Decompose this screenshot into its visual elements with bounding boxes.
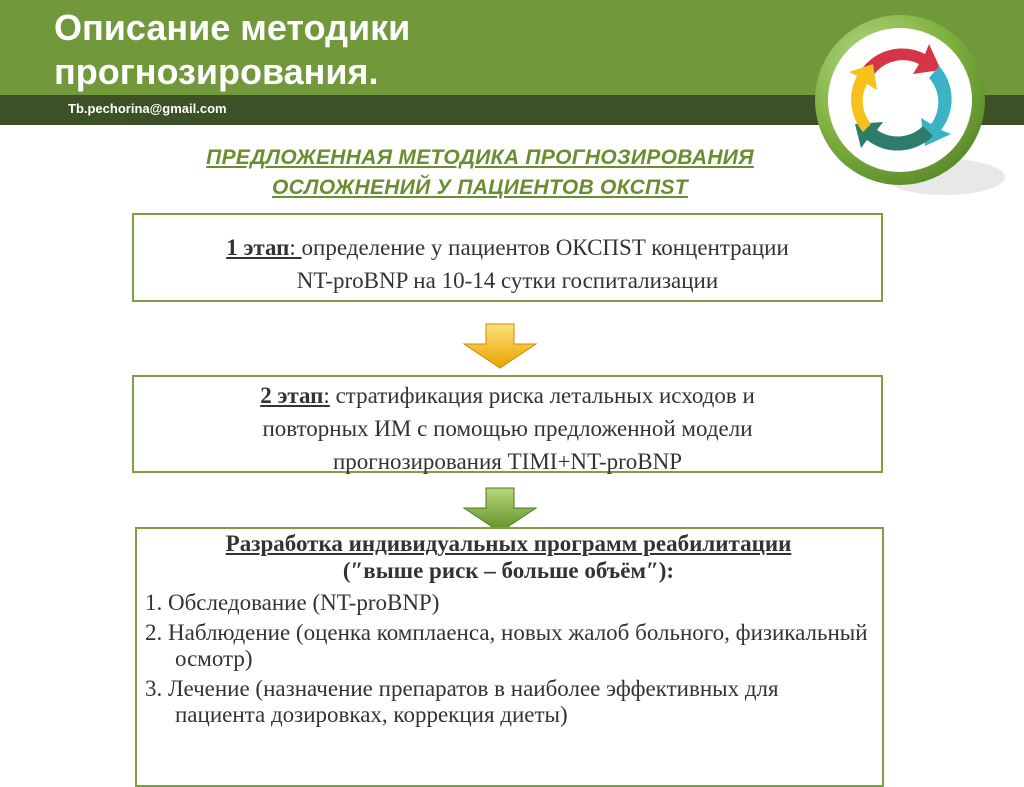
- stage-2-text-line-1: стратификация риска летальных исходов и: [329, 383, 755, 408]
- rehab-program-title: [145, 530, 872, 584]
- list-item: 3. Лечение (назначение препаратов в наиболее эффективных для пациента дозировках, коррекция диеты): [145, 676, 779, 727]
- stage-1-box: [132, 213, 883, 302]
- author-email: Tb.pechorina@gmail.com: [68, 101, 227, 116]
- down-arrow-yellow-icon: [462, 322, 538, 370]
- rehab-program-title-line-2: (″выше риск – больше объём″):: [342, 558, 675, 583]
- method-subtitle: ПРЕДЛОЖЕННАЯ МЕТОДИКА ПРОГНОЗИРОВАНИЯ ОСЛОЖНЕНИЙ У ПАЦИЕНТОВ ОКСПST: [206, 146, 754, 199]
- list-item: 2. Наблюдение (оценка комплаенса, новых жалоб больного, физикальный осмотр): [145, 620, 868, 671]
- stage-1-text-line-2: NT-proBNP на 10-14 сутки госпитализации: [296, 268, 719, 293]
- list-item: 1. Обследование (NT-proBNP): [145, 590, 440, 615]
- rehab-program-title-line-1: Разработка индивидуальных программ реабилитации: [225, 531, 792, 556]
- stage-1-text-line-1: определение у пациентов ОКСПST концентрации: [301, 235, 789, 260]
- stage-2-label: 2 этап: [260, 383, 324, 408]
- stage-2-text-line-2: повторных ИМ с помощью предложенной модели: [262, 416, 753, 441]
- rehab-program-list: [145, 590, 872, 728]
- stage-2-colon: :: [323, 383, 330, 408]
- stage-2-box: [132, 375, 883, 473]
- rehab-program-box: [135, 527, 884, 787]
- slide-title: Описание методики прогнозирования.: [54, 7, 411, 92]
- stage-1-colon: :: [289, 235, 302, 260]
- stage-1-label: 1 этап: [226, 235, 290, 260]
- stage-2-text-line-3: прогнозирования TIMI+NT-proBNP: [332, 449, 683, 474]
